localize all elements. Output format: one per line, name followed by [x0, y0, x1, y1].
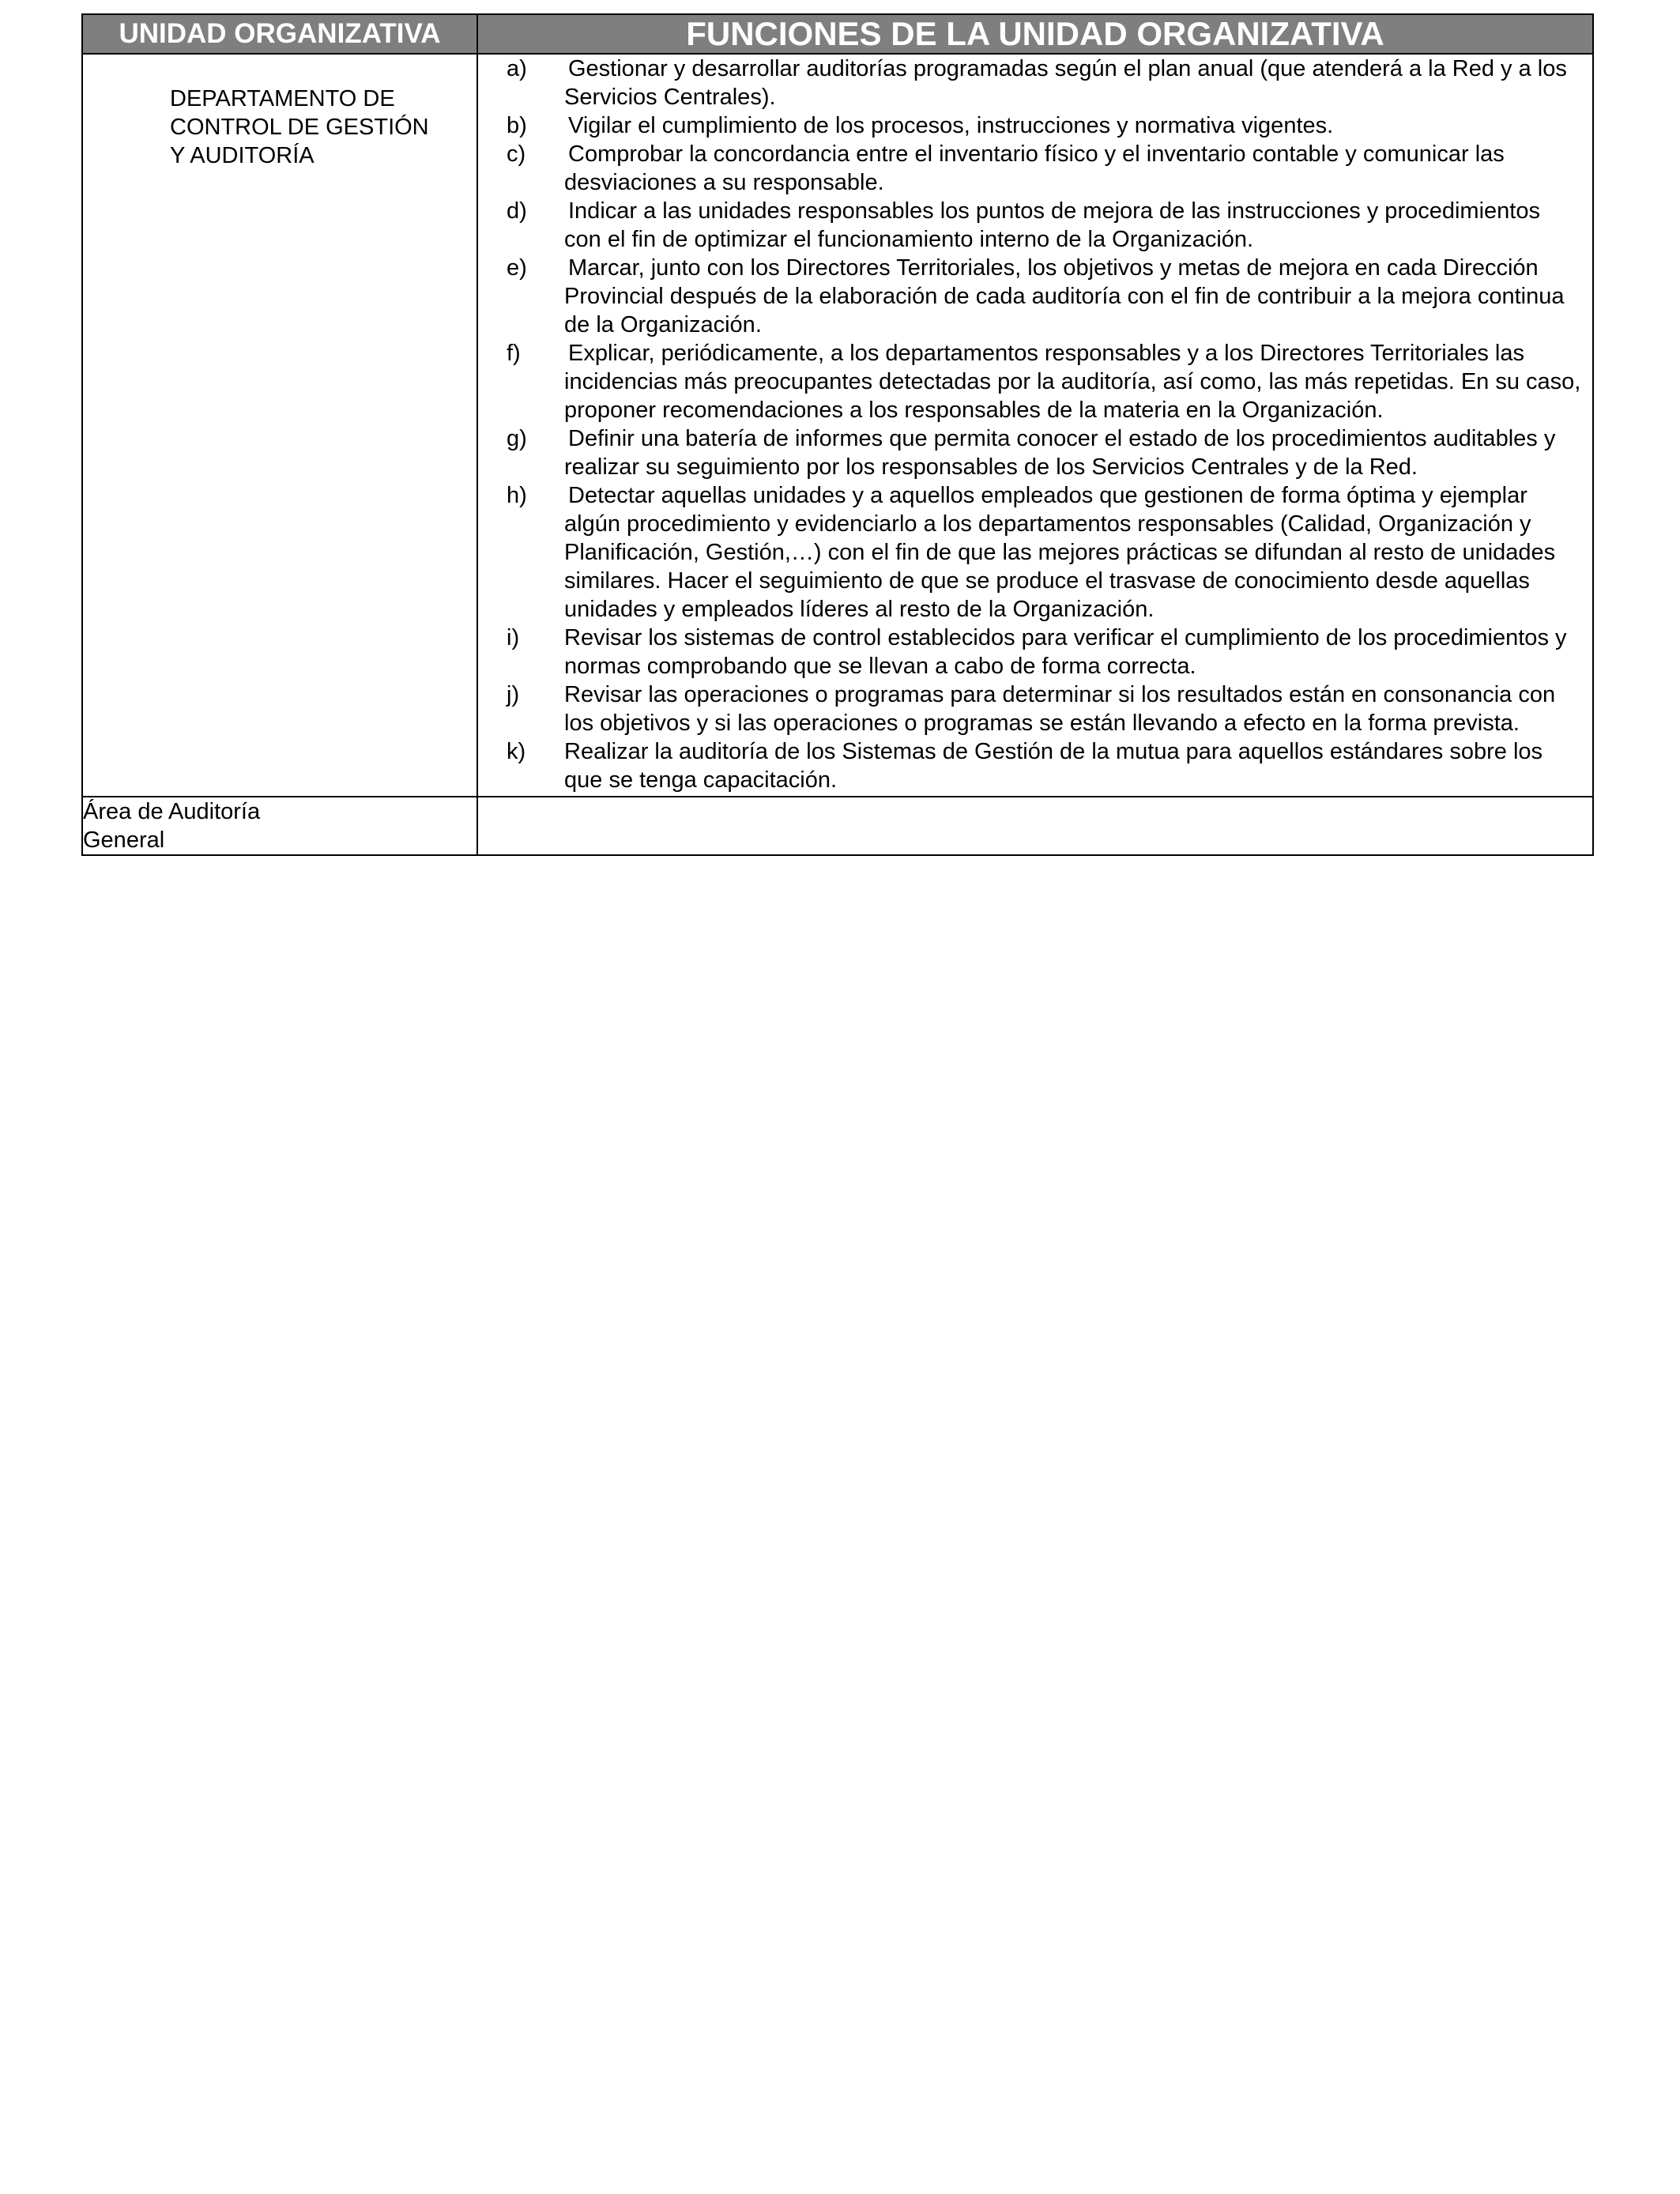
function-text: Revisar las operaciones o programas para determinar si los resultados están en consonancia con los objetivos y si las operaciones o programas se están llevando a efecto en la forma prevista.: [564, 682, 1556, 736]
function-text: Realizar la auditoría de los Sistemas de Gestión de la mutua para aquellos estándares sobre los que se tenga capacitación.: [564, 739, 1543, 793]
unit-column-header: UNIDAD ORGANIZATIVA: [82, 14, 477, 54]
function-text: Comprobar la concordancia entre el inventario físico y el inventario contable y comunicar las desviaciones a su responsable.: [564, 141, 1505, 195]
sub-area-name-line: Área de Auditoría: [83, 799, 261, 824]
function-item: [507, 339, 1583, 424]
table-header-row: [82, 14, 1593, 54]
function-label: k): [507, 739, 526, 764]
department-functions-cell: [477, 54, 1593, 797]
function-text: Indicar a las unidades responsables los puntos de mejora de las instrucciones y procedimientos con el fin de optimizar el funcionamiento interno de la Organización.: [564, 198, 1540, 252]
function-text: Marcar, junto con los Directores Territoriales, los objetivos y metas de mejora en cada Dirección Provincial después de la elaboración de cada auditoría con el fin de contribuir a la mejora continua de la Organización.: [564, 255, 1565, 337]
function-label: j): [507, 682, 520, 707]
sub-area-functions-cell: [477, 797, 1593, 855]
function-item: [507, 140, 1583, 197]
function-item: [507, 111, 1583, 140]
function-label: d): [507, 198, 527, 224]
function-text: Vigilar el cumplimiento de los procesos, instrucciones y normativa vigentes.: [568, 113, 1334, 138]
sub-area-name-line: General: [83, 827, 165, 853]
department-name-cell: [82, 54, 477, 797]
function-item: [507, 624, 1583, 680]
function-item: [507, 481, 1583, 624]
function-label: e): [507, 255, 527, 281]
function-label: i): [507, 625, 520, 650]
function-label: g): [507, 426, 527, 451]
function-text: Revisar los sistemas de control establecidos para verificar el cumplimiento de los procedimientos y normas comprobando que se llevan a cabo de forma correcta.: [564, 625, 1567, 679]
function-item: [507, 55, 1583, 111]
department-name-line: CONTROL DE GESTIÓN: [170, 115, 429, 140]
functions-table: [81, 13, 1594, 856]
function-label: f): [507, 341, 521, 366]
function-label: c): [507, 141, 526, 167]
function-text: Explicar, periódicamente, a los departamentos responsables y a los Directores Territoriales las incidencias más preocupantes detectadas por la auditoría, así como, las más repetidas. En su caso, proponer recomendaciones a los responsables de la materia en la Organización.: [564, 341, 1581, 423]
department-name: [83, 55, 477, 170]
sub-area-row: [82, 797, 1593, 855]
function-text: Gestionar y desarrollar auditorías programadas según el plan anual (que atenderá a la Red y a los Servicios Centrales).: [564, 56, 1567, 110]
department-name-line: Y AUDITORÍA: [170, 143, 315, 168]
function-item: [507, 680, 1583, 737]
function-label: b): [507, 113, 527, 138]
function-text: Definir una batería de informes que permita conocer el estado de los procedimientos auditables y realizar su seguimiento por los responsables de los Servicios Centrales y de la Red.: [564, 426, 1556, 480]
function-label: h): [507, 483, 527, 508]
function-item: [507, 197, 1583, 254]
function-item: [507, 737, 1583, 794]
sub-area-name-cell: [82, 797, 477, 855]
department-row: [82, 54, 1593, 797]
functions-list: [507, 55, 1583, 794]
function-item: [507, 424, 1583, 481]
functions-column-header: FUNCIONES DE LA UNIDAD ORGANIZATIVA: [477, 14, 1593, 54]
function-text: Detectar aquellas unidades y a aquellos empleados que gestionen de forma óptima y ejemplar algún procedimiento y evidenciarlo a los departamentos responsables (Calidad, Organización y Planificación, Gestión,…) con el fin de que las mejores prácticas se difundan al resto de unidades similares. Hacer el seguimiento de que se produce el trasvase de conocimiento desde aquellas unidades y empleados líderes al resto de la Organización.: [564, 483, 1556, 622]
department-name-line: DEPARTAMENTO DE: [170, 86, 395, 111]
function-item: [507, 254, 1583, 339]
function-label: a): [507, 56, 527, 81]
